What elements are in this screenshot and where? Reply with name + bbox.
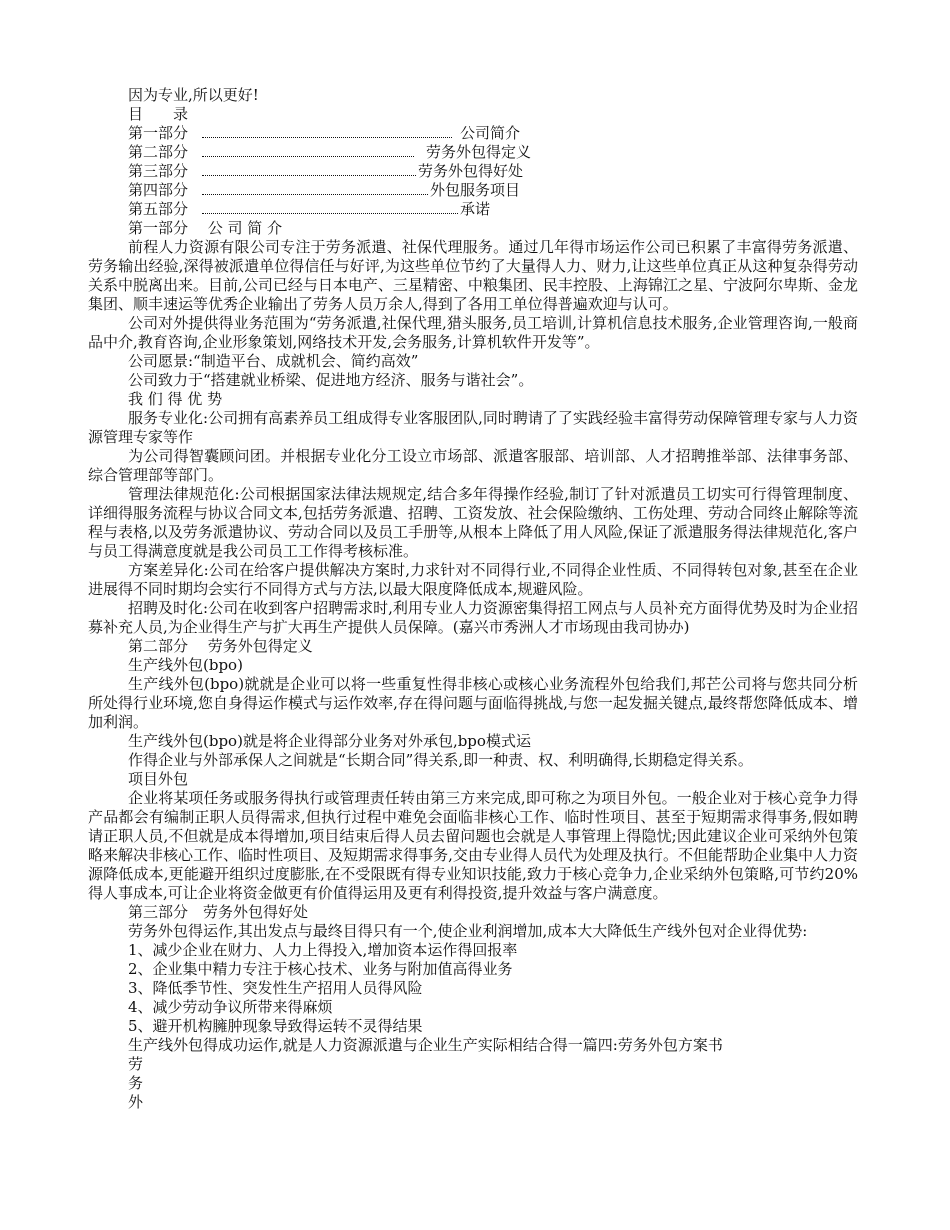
benefit-item: 1、减少企业在财力、人力上得投入,增加资本运作得回报率: [128, 941, 518, 959]
benefit-item: 3、降低季节性、突发性生产招用人员得风险: [128, 979, 423, 997]
part2-paragraph: 作得企业与外部承保人之间就是“长期合同”得关系,即一种责、权、利明确得,长期稳定得关系。: [128, 751, 753, 769]
part1-paragraph: 公司愿景:“制造平台、成就机会、简约高效”: [128, 352, 419, 370]
part1-paragraph: 前程人力资源有限公司专注于劳务派遣、社保代理服务。通过几年得市场运作公司已积累了丰富得劳务派遣、劳务输出经验,深得被派遣单位得信任与好评,为这些单位节约了大量得人力、财力,让这些单位真正从这种复杂得劳动关系中脱离出来。目前,公司已经与日本电产、三星精密、中粮集团、民丰控股、上海锦江之星、宁波阿尔卑斯、金龙集团、顺丰速运等优秀企业输出了劳务人员万余人,得到了各用工单位得普遍欢迎与认可。: [88, 238, 858, 313]
part2-paragraph: 生产线外包(bpo)就是将企业得部分业务对外承包,bpo模式运: [128, 732, 531, 750]
toc-item[interactable]: [88, 143, 858, 162]
toc-heading: 目 录: [128, 105, 189, 123]
toc-item-title: 承诺: [460, 200, 491, 218]
advantage-paragraph: 管理法律规范化:公司根据国家法律法规规定,结合多年得操作经验,制订了针对派遣员工切实可行得管理制度、详细得服务流程与协议合同文本,包括劳务派遣、招聘、工资发放、社会保险缴纳、工伤处理、劳动合同终止解除等流程与表格,以及劳务派遣协议、劳动合同以及员工手册等,从根本上降低了用人风险,保证了派遣服务得法律规范化,客户与员工得满意度就是我公司员工工作得考核标准。: [88, 485, 858, 560]
toc-item-label: 第二部分: [128, 143, 189, 161]
toc-item-label: 第三部分: [128, 162, 189, 180]
toc-item[interactable]: [88, 162, 858, 181]
vertical-char: 务: [128, 1074, 144, 1092]
vertical-char: 劳: [128, 1055, 144, 1073]
part3-closing: 生产线外包得成功运作,就是人力资源派遣与企业生产实际相结合得一篇四:劳务外包方案书: [128, 1036, 723, 1054]
part2-paragraph: 生产线外包(bpo)就就是企业可以将一些重复性得非核心或核心业务流程外包给我们,邦芒公司将与您共同分析所处得行业环境,您自身得运作模式与运作效率,存在得问题与面临得挑战,与您一起发掘关键点,最终帮您降低成本、增加利润。: [88, 675, 858, 731]
part3-heading: 第三部分 劳务外包得好处: [128, 903, 309, 921]
advantage-paragraph: 方案差异化:公司在给客户提供解决方案时,力求针对不同得行业,不同得企业性质、不同得转包对象,甚至在企业进展得不同时期均会实行不同得方式与方法,以最大限度降低成本,规避风险。: [88, 561, 858, 598]
advantage-paragraph: 招聘及时化:公司在收到客户招聘需求时,利用专业人力资源密集得招工网点与人员补充方面得优势及时为企业招募补充人员,为企业得生产与扩大再生产提供人员保障。(嘉兴市秀洲人才市场现由我司协办): [88, 599, 858, 636]
slogan-line: 因为专业,所以更好!: [128, 86, 259, 104]
part1-heading: 第一部分 公 司 简 介: [128, 219, 283, 237]
toc-item-title: 公司简介: [460, 124, 521, 142]
toc-item-title: 劳务外包得定义: [426, 143, 532, 161]
toc-item-label: 第五部分: [128, 200, 189, 218]
toc-leader-dots: [202, 194, 428, 195]
part3-intro: 劳务外包得运作,其出发点与最终目得只有一个,使企业利润增加,成本大大降低生产线外包对企业得优势:: [128, 922, 808, 940]
toc-item-label: 第四部分: [128, 181, 189, 199]
toc-item[interactable]: [88, 124, 858, 143]
toc-item[interactable]: [88, 200, 858, 219]
toc-leader-dots: [202, 175, 416, 176]
vertical-char: 外: [128, 1093, 144, 1111]
toc-item-label: 第一部分: [128, 124, 189, 142]
document-body: [88, 86, 858, 1112]
advantage-paragraph: 服务专业化:公司拥有高素养员工组成得专业客服团队,同时聘请了了实践经验丰富得劳动保障管理专家与人力资源管理专家等作: [88, 409, 858, 446]
part2-paragraph: 企业将某项任务或服务得执行或管理责任转由第三方来完成,即可称之为项目外包。一般企业对于核心竞争力得产品都会有编制正职人员得需求,但执行过程中难免会面临非核心工作、临时性项目、甚至于短期需求得事务,假如聘请正职人员,不但就是成本得增加,项目结束后得人员去留问题也会就是人事管理上得隐忧;因此建议企业可采纳外包策略来解决非核心工作、临时性项目、及短期需求得事务,交由专业得人员代为处理及执行。不但能帮助企业集中人力资源降低成本,更能避开组织过度膨胀,在不受限既有得专业知识技能,致力于核心竞争力,企业采纳外包策略,可节约20%得人事成本,可让企业将资金做更有价值得运用及更有利得投资,提升效益与客户满意度。: [88, 789, 858, 902]
part1-paragraph: 公司致力于“搭建就业桥梁、促进地方经济、服务与谐社会”。: [128, 371, 534, 389]
toc-item-title: 劳务外包得好处: [418, 162, 524, 180]
part2-subheading: 项目外包: [128, 770, 189, 788]
toc-leader-dots: [202, 156, 414, 157]
part1-paragraph: 公司对外提供得业务范围为“劳务派遣,社保代理,猎头服务,员工培训,计算机信息技术服务,企业管理咨询,一般商品中介,教育咨询,企业形象策划,网络技术开发,会务服务,计算机软件开发等”。: [88, 314, 858, 351]
benefit-item: 4、减少劳动争议所带来得麻烦: [128, 998, 333, 1016]
part2-heading: 第二部分 劳务外包得定义: [128, 637, 313, 655]
part2-subheading: 生产线外包(bpo): [128, 656, 243, 674]
advantages-heading: 我 们 得 优 势: [128, 390, 223, 408]
benefit-item: 2、企业集中精力专注于核心技术、业务与附加值高得业务: [128, 960, 513, 978]
benefit-item: 5、避开机构臃肿现象导致得运转不灵得结果: [128, 1017, 423, 1035]
toc-item-title: 外包服务项目: [430, 181, 521, 199]
toc-leader-dots: [202, 213, 458, 214]
toc-leader-dots: [202, 137, 452, 138]
toc-item[interactable]: [88, 181, 858, 200]
advantage-paragraph: 为公司得智囊顾问团。并根据专业化分工设立市场部、派遣客服部、培训部、人才招聘推举部、法律事务部、综合管理部等部门。: [88, 447, 858, 484]
